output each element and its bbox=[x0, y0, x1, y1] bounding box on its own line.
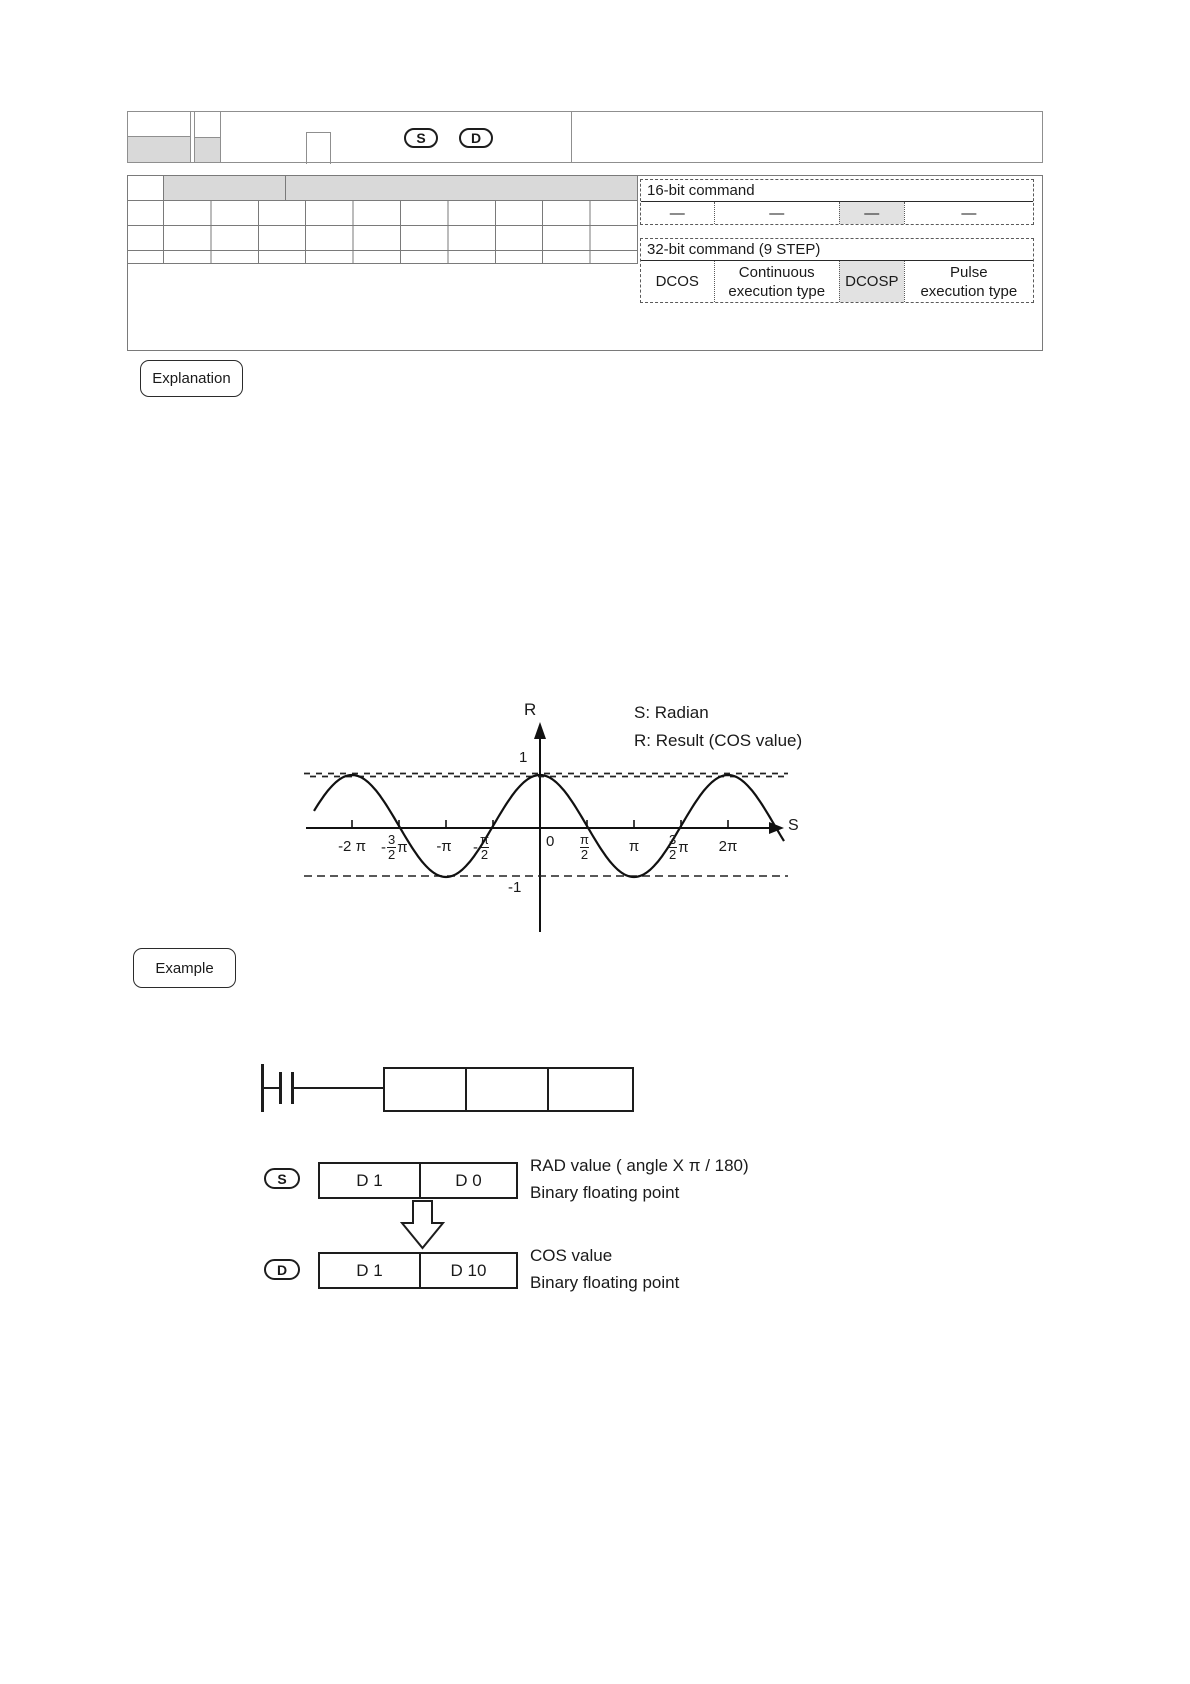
cmd-16bit-row bbox=[641, 202, 1033, 224]
source-description-line1: RAD value ( angle X π / 180) bbox=[530, 1156, 749, 1175]
operand-d-badge-label: D bbox=[470, 130, 482, 146]
device-grid-row bbox=[164, 201, 637, 226]
contact-bar-left bbox=[279, 1072, 282, 1104]
operand-s-badge-label: S bbox=[416, 130, 426, 146]
explanation-section-label: Explanation bbox=[140, 360, 243, 397]
x-tick-neg-half-pi bbox=[473, 833, 491, 862]
source-register-high: D 1 bbox=[320, 1164, 421, 1197]
r-axis-arrowhead bbox=[534, 722, 546, 739]
device-grid-row bbox=[164, 251, 637, 264]
frac-minus: - bbox=[473, 839, 478, 856]
origin-label: 0 bbox=[546, 833, 555, 850]
destination-description-line2: Binary floating point bbox=[530, 1273, 680, 1292]
cmd-32bit-pulse-line2: execution type bbox=[920, 282, 1018, 300]
fraction: 3 2 bbox=[669, 832, 677, 862]
header-cell-api bbox=[128, 112, 191, 162]
fraction: 3 2 bbox=[388, 832, 396, 862]
source-operand-badge bbox=[264, 1168, 300, 1189]
frac-minus: - bbox=[381, 839, 386, 856]
ladder-wire bbox=[263, 1087, 280, 1089]
operand-d-badge bbox=[459, 128, 493, 148]
cmd-32bit-mnemonic: DCOS bbox=[655, 273, 699, 290]
cmd-16bit-title: 16-bit command bbox=[641, 180, 1033, 202]
graph-legend-s: S: Radian bbox=[634, 703, 709, 722]
header-cell-number-shaded bbox=[195, 137, 220, 162]
device-grid-header-row bbox=[164, 176, 637, 201]
source-operand-badge-label: S bbox=[277, 1170, 287, 1187]
device-grid-columns bbox=[164, 176, 637, 264]
source-description-line2: Binary floating point bbox=[530, 1183, 680, 1202]
cmd-32bit-pulse-type bbox=[904, 261, 1033, 302]
x-tick-pi: π bbox=[628, 838, 640, 855]
graph-legend-r: R: Result (COS value) bbox=[634, 731, 803, 750]
cmd-32bit-pulse-line1: Pulse bbox=[950, 263, 988, 281]
header-cell-api-shaded bbox=[128, 136, 190, 162]
cmd-16bit-cell: — bbox=[839, 202, 904, 224]
y-max-label: 1 bbox=[519, 749, 528, 766]
cmd-32bit-continuous-type bbox=[714, 261, 839, 302]
ladder-instruction-cell bbox=[385, 1069, 467, 1110]
cmd-32bit-box bbox=[640, 238, 1034, 303]
example-section-label: Example bbox=[133, 948, 236, 988]
cmd-32bit-continuous-line2: execution type bbox=[728, 282, 826, 300]
device-grid bbox=[128, 176, 638, 264]
cmd-32bit-continuous-line1: Continuous bbox=[738, 263, 815, 281]
x-tick-half-pi bbox=[578, 833, 591, 862]
x-tick-2pi: 2π bbox=[718, 838, 738, 855]
device-grid-left-column bbox=[128, 176, 164, 264]
cmd-16bit-cell: — bbox=[669, 204, 685, 222]
cmd-16bit-box bbox=[640, 179, 1034, 225]
x-tick-neg-3half-pi bbox=[381, 833, 408, 862]
ladder-instruction-box bbox=[383, 1067, 634, 1112]
destination-operand-badge bbox=[264, 1259, 300, 1280]
device-grid-row bbox=[164, 226, 637, 251]
s-axis-label: S bbox=[788, 817, 799, 834]
x-tick-3half-pi bbox=[667, 833, 689, 862]
down-arrow-icon bbox=[400, 1200, 445, 1250]
ladder-instruction-cell bbox=[549, 1069, 632, 1110]
cmd-16bit-cell: — bbox=[904, 202, 1033, 224]
frac-pi: π bbox=[678, 839, 689, 856]
fraction: π 2 bbox=[580, 832, 589, 862]
api-header-table bbox=[127, 111, 1043, 163]
destination-register-low: D 10 bbox=[450, 1260, 487, 1280]
header-cell-number bbox=[195, 112, 221, 162]
fraction: π 2 bbox=[480, 832, 489, 862]
source-register-low: D 0 bbox=[455, 1170, 482, 1190]
x-tick-neg-pi: -π bbox=[436, 838, 452, 855]
cmd-32bit-title: 32-bit command (9 STEP) bbox=[641, 239, 1033, 261]
destination-operand-badge-label: D bbox=[276, 1261, 288, 1278]
operand-s-badge bbox=[404, 128, 438, 148]
header-divider bbox=[571, 112, 572, 162]
device-spec-table bbox=[127, 175, 1043, 351]
destination-description-line1: COS value bbox=[530, 1246, 613, 1265]
cmd-32bit-pulse-mnemonic: DCOSP bbox=[839, 261, 904, 302]
frac-pi: π bbox=[397, 839, 408, 856]
ladder-wire bbox=[293, 1087, 383, 1089]
cmd-16bit-cell: — bbox=[714, 202, 839, 224]
source-register-table bbox=[318, 1162, 518, 1199]
device-grid-header-cell bbox=[164, 176, 286, 200]
x-tick-neg-2pi: -2 π bbox=[338, 838, 366, 855]
cmd-32bit-row bbox=[641, 261, 1033, 302]
y-min-label: -1 bbox=[508, 879, 522, 896]
destination-register-table bbox=[318, 1252, 518, 1289]
destination-register-high: D 1 bbox=[320, 1254, 421, 1287]
r-axis-label: R bbox=[524, 700, 537, 719]
ladder-instruction-cell bbox=[467, 1069, 549, 1110]
header-small-box bbox=[306, 132, 331, 164]
